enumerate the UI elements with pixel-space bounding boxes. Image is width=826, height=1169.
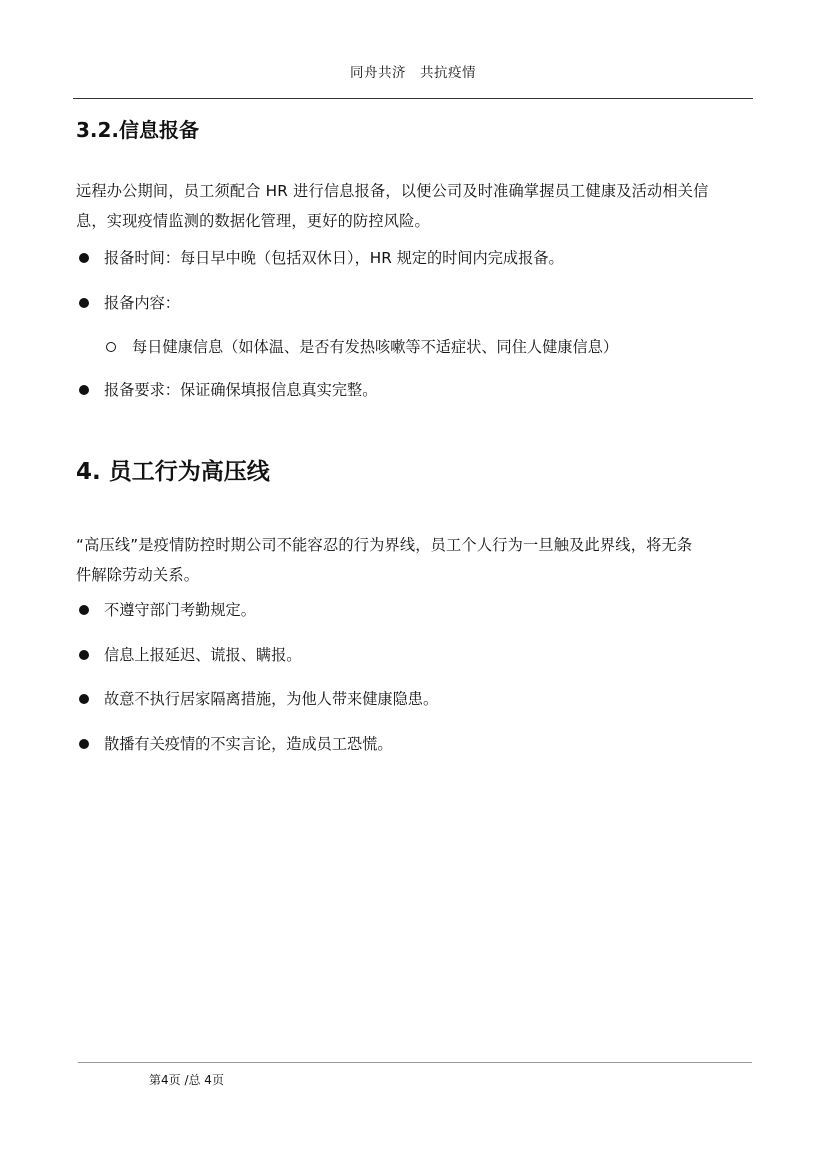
- bullet-dot-icon: [79, 694, 89, 704]
- list-item: [76, 248, 756, 268]
- list-item-label: 报备时间：每日早中晚（包括双休日），HR 规定的时间内完成报备。: [104, 249, 564, 267]
- sub-list-item-label: 每日健康信息（如体温、是否有发热咳嗽等不适症状、同住人健康信息）: [132, 338, 618, 356]
- list-item-label: 故意不执行居家隔离措施，为他人带来健康隐患。: [104, 690, 439, 708]
- list-item-label: 不遵守部门考勤规定。: [104, 601, 256, 619]
- bullet-dot-icon: [79, 253, 89, 263]
- section-3-2-paragraph-line1: 远程办公期间，员工须配合 HR 进行信息报备，以便公司及时准确掌握员工健康及活动相关信: [76, 182, 709, 200]
- bullet-dot-icon: [79, 298, 89, 308]
- section-3-2-heading-block: [76, 117, 756, 143]
- bullet-dot-icon: [79, 650, 89, 660]
- list-item: [76, 645, 756, 665]
- list-item: [76, 293, 756, 313]
- section-3-2-paragraph-line2: 息，实现疫情监测的数据化管理，更好的防控风险。: [76, 212, 430, 230]
- list-item-label: 散播有关疫情的不实言论，造成员工恐慌。: [104, 735, 393, 753]
- section-3-2-title: 3.2.信息报备: [76, 118, 200, 142]
- section-4-paragraph: [76, 530, 756, 590]
- list-item-label: 报备内容：: [104, 294, 180, 312]
- section-4-paragraph-line2: 件解除劳动关系。: [76, 566, 200, 584]
- footer-divider: [78, 1062, 752, 1063]
- bullet-dot-icon: [79, 739, 89, 749]
- section-3-2-paragraph: [76, 176, 756, 236]
- sub-list-item: [104, 337, 744, 357]
- section-4-title: 4. 员工行为高压线: [76, 459, 270, 485]
- page-header: [73, 58, 753, 99]
- list-item: [76, 734, 756, 754]
- bullet-circle-icon: [106, 342, 116, 352]
- page-number: 第4页 /总 4页: [149, 1073, 224, 1087]
- bullet-dot-icon: [79, 385, 89, 395]
- list-item: [76, 380, 756, 400]
- header-title: 同舟共济 共抗疫情: [350, 65, 476, 81]
- section-4-heading-block: [76, 457, 756, 487]
- list-item-label: 报备要求：保证确保填报信息真实完整。: [104, 381, 378, 399]
- section-4-paragraph-line1: “高压线”是疫情防控时期公司不能容忍的行为界线，员工个人行为一旦触及此界线，将无条: [76, 536, 693, 554]
- bullet-dot-icon: [79, 605, 89, 615]
- list-item-label: 信息上报延迟、谎报、瞒报。: [104, 646, 302, 664]
- list-item: [76, 600, 756, 620]
- list-item: [76, 689, 756, 709]
